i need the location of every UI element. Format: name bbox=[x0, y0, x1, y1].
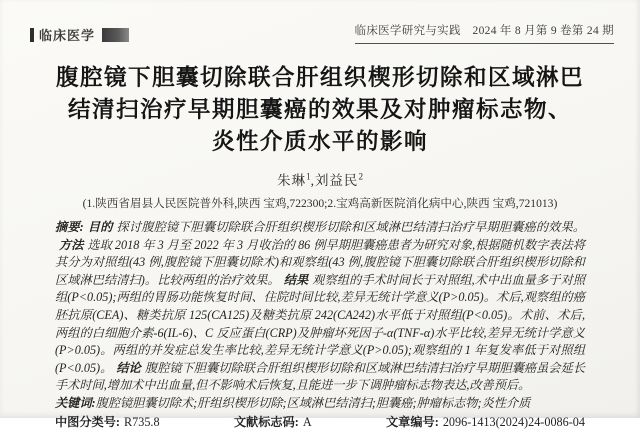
article-no-label: 文章编号: bbox=[386, 414, 439, 429]
abstract-segment: 结论 bbox=[116, 360, 141, 375]
doc-code-value: A bbox=[302, 414, 312, 429]
abstract-segment: 结果 bbox=[283, 272, 309, 287]
classification-line bbox=[55, 414, 585, 432]
abstract-segment: 腹腔镜下胆囊切除联合肝组织楔形切除和区域淋巴结清扫治疗早期胆囊癌虽会延长手术时间,增加术中出血量,但不影响术后恢复,且能进一步下调肿瘤标志物表达,改善预后。 bbox=[55, 360, 586, 393]
article-number bbox=[386, 414, 585, 432]
doc-code-label: 文献标志码: bbox=[233, 414, 299, 429]
section-heading bbox=[30, 25, 129, 44]
redacted-box bbox=[102, 28, 129, 42]
author-affiliation-sup: 1 bbox=[306, 171, 311, 182]
abstract-paragraph bbox=[55, 219, 585, 395]
abstract-segment: 方法 bbox=[59, 237, 84, 252]
keywords-label: 关键词: bbox=[55, 395, 96, 410]
clc-value: R735.8 bbox=[124, 414, 160, 429]
author-name: 刘益民 bbox=[314, 173, 359, 188]
affiliation-line: (1.陕西省眉县人民医院普外科,陕西 宝鸡,722300;2.宝鸡高新医院消化病中心,陕西 宝鸡,721013) bbox=[82, 197, 558, 210]
article-title-line: 炎性介质水平的影响 bbox=[211, 129, 428, 154]
abstract-segment: 探讨腹腔镜下胆囊切除联合肝组织楔形切除和区域淋巴结清扫治疗早期胆囊癌的效果。 bbox=[116, 220, 586, 234]
section-bar-icon bbox=[30, 28, 34, 42]
clc-label: 中图分类号: bbox=[55, 414, 120, 429]
document-code bbox=[234, 414, 312, 432]
abstract-segment: 摘要: bbox=[55, 220, 84, 234]
abstract-segment: 观察组的手术时间长于对照组,术中出血量多于对照组(P<0.05);两组的胃肠功能恢复时间、住院时间比较,差异无统计学意义(P>0.05)。术后,观察组的癌胚抗原(CEA)、糖类抗原 125(CA125)及糖类抗原 242(CA242)水平低于对照组(P<0.05)。术前、术后,两组的白细胞介素-6(IL-6)、C 反应蛋白(CRP)及肿瘤坏死因子-α(TNF-α)水平比较,差异无统计学意义(P>0.05)。两组的并发症总发生率比较,差异无统计学意义(P>0.05);观察组的 1 年复发率低于对照组(P<0.05)。 bbox=[55, 272, 586, 375]
abstract-segment: 目的 bbox=[87, 220, 113, 234]
keywords-text: 腹腔镜胆囊切除术;肝组织楔形切除;区域淋巴结清扫;胆囊癌;肿瘤标志物;炎性介质 bbox=[95, 395, 531, 410]
author-separator: , bbox=[310, 173, 315, 188]
author-name: 朱琳 bbox=[277, 173, 307, 188]
section-label: 临床医学 bbox=[39, 28, 96, 43]
journal-issue-info: 临床医学研究与实践 2024 年 8 月第 9 卷第 24 期 bbox=[355, 22, 614, 44]
author-line bbox=[0, 169, 640, 189]
clc-number bbox=[55, 414, 160, 432]
keywords-line bbox=[55, 395, 585, 413]
author-affiliation-sup: 2 bbox=[358, 171, 363, 182]
abstract-segment: 选取 2018 年 3 月至 2022 年 3 月收治的 86 例早期胆囊癌患者为研究对象,根据随机数字表法将其分为对照组(43 例,腹腔镜下胆囊切除术)和观察组(43 例,腹腔镜下胆囊切除联合肝组织楔形切除和区域淋巴结清扫)。比较两组的治疗效果。 bbox=[55, 237, 586, 287]
article-title-line: 腹腔镜下胆囊切除联合肝组织楔形切除和区域淋巴 bbox=[55, 65, 584, 90]
article-title-line: 结清扫治疗早期胆囊癌的效果及对肿瘤标志物、 bbox=[67, 97, 572, 122]
page-header bbox=[30, 22, 614, 44]
article-no-value: 2096-1413(2024)24-0086-04 bbox=[442, 414, 585, 429]
